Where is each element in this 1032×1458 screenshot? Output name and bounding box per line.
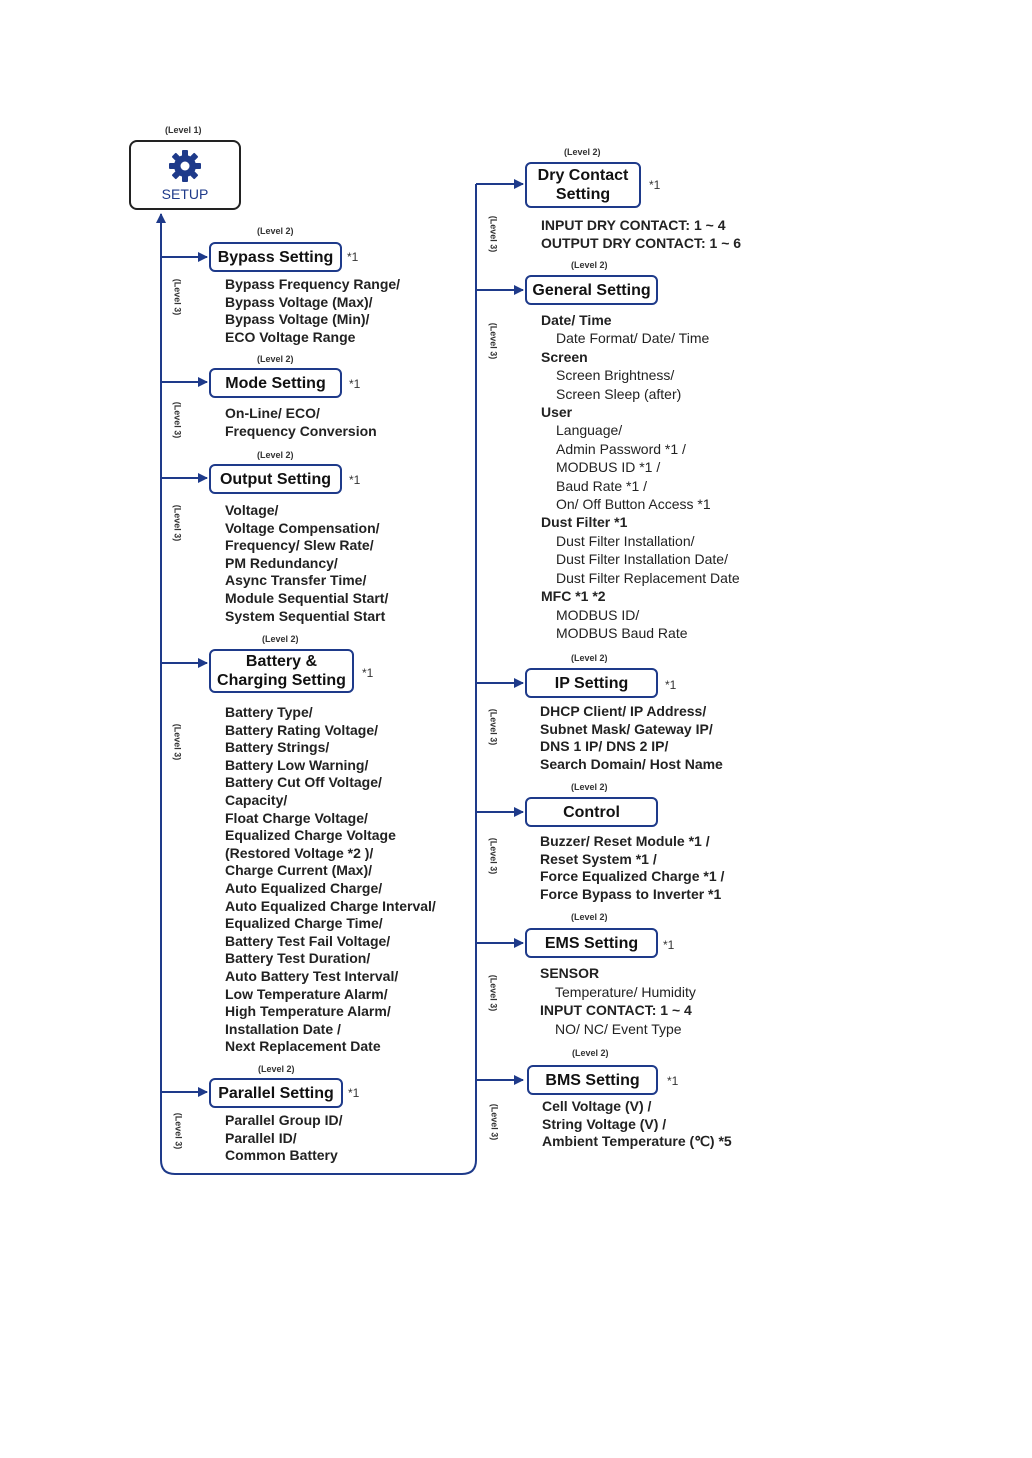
list-item: Battery Type/	[225, 704, 313, 720]
list-item: System Sequential Start	[225, 607, 386, 624]
list-item: Admin Password *1 /	[556, 440, 686, 457]
list-item: Bypass Frequency Range/	[225, 276, 401, 292]
general-items	[541, 311, 740, 642]
level2-label: (Level 2)	[572, 1048, 609, 1058]
output-setting-box[interactable]	[209, 464, 342, 494]
list-item: Voltage/	[225, 502, 279, 518]
control-box[interactable]	[525, 797, 658, 827]
ems-items	[540, 964, 696, 1038]
list-item: Screen Brightness/	[556, 367, 675, 384]
list-item: Temperature/ Humidity	[555, 983, 696, 1000]
footnote-marker: *1	[347, 250, 359, 264]
list-item: Float Charge Voltage/	[225, 809, 368, 826]
list-item: OUTPUT DRY CONTACT: 1 ~ 6	[541, 234, 742, 251]
list-item: Buzzer/ Reset Module *1 /	[540, 833, 710, 849]
battery-setting-title-line2: Charging Setting	[217, 672, 346, 689]
ip-setting-title: IP Setting	[554, 674, 629, 692]
level3-label: (Level 3)	[488, 322, 499, 360]
ems-setting-box[interactable]	[525, 928, 658, 958]
list-item: SENSOR	[540, 965, 600, 981]
level3-label: (Level 3)	[488, 837, 499, 875]
dry-contact-items	[541, 217, 741, 252]
control-items	[540, 833, 724, 903]
gear-icon	[168, 149, 202, 183]
list-item: NO/ NC/ Event Type	[555, 1020, 682, 1037]
general-setting-box[interactable]	[525, 275, 658, 305]
control-title: Control	[563, 803, 620, 821]
list-item: DHCP Client/ IP Address/	[540, 703, 707, 719]
battery-charging-setting-box[interactable]	[209, 649, 354, 693]
output-setting-title: Output Setting	[219, 470, 332, 488]
list-item: On/ Off Button Access *1	[556, 496, 711, 513]
list-item: Dust Filter Replacement Date	[556, 569, 740, 586]
battery-setting-title-line1: Battery &	[245, 653, 318, 670]
list-item: Next Replacement Date	[225, 1038, 381, 1055]
list-item: Battery Test Duration/	[225, 950, 371, 967]
footnote-marker: *1	[362, 666, 374, 680]
footnote-marker: *1	[348, 1086, 360, 1100]
output-items	[225, 502, 388, 625]
level2-label: (Level 2)	[257, 226, 294, 236]
mode-setting-title: Mode Setting	[225, 374, 326, 392]
list-item: On-Line/ ECO/	[225, 405, 320, 421]
list-item: MODBUS Baud Rate	[556, 624, 688, 641]
list-item: Auto Battery Test Interval/	[225, 967, 399, 984]
battery-items	[225, 704, 436, 1056]
list-item: Dust Filter Installation Date/	[556, 551, 728, 568]
list-item: Equalized Charge Time/	[225, 915, 383, 932]
list-item: Battery Cut Off Voltage/	[225, 774, 382, 791]
level2-label: (Level 2)	[257, 450, 294, 460]
list-item: MFC *1 *2	[541, 588, 606, 605]
ip-items	[540, 703, 723, 773]
level3-label: (Level 3)	[489, 1103, 500, 1141]
list-item: Charge Current (Max)/	[225, 862, 373, 879]
list-item: Reset System *1 /	[540, 850, 657, 867]
list-item: Capacity/	[225, 791, 288, 808]
list-item: High Temperature Alarm/	[225, 1003, 391, 1020]
dry-contact-setting-box[interactable]	[525, 162, 641, 208]
list-item: User	[541, 404, 573, 421]
bms-items	[542, 1098, 732, 1151]
ems-setting-title: EMS Setting	[544, 934, 639, 952]
list-item: Language/	[556, 422, 623, 439]
parallel-setting-box[interactable]	[209, 1078, 343, 1108]
level3-label: (Level 3)	[172, 504, 183, 542]
list-item: Frequency/ Slew Rate/	[225, 537, 374, 554]
level3-label: (Level 3)	[172, 401, 183, 439]
level1-label: (Level 1)	[165, 125, 202, 135]
list-item: Subnet Mask/ Gateway IP/	[540, 720, 713, 737]
list-item: INPUT DRY CONTACT: 1 ~ 4	[541, 217, 726, 233]
list-item: Date Format/ Date/ Time	[556, 330, 710, 347]
bypass-setting-title: Bypass Setting	[217, 248, 334, 266]
setup-label: SETUP	[161, 186, 209, 202]
ip-setting-box[interactable]	[525, 668, 658, 698]
list-item: Installation Date /	[225, 1020, 341, 1037]
bypass-items	[225, 276, 400, 346]
footnote-marker: *1	[667, 1074, 679, 1088]
list-item: MODBUS ID/	[556, 606, 640, 623]
list-item: Battery Test Fail Voltage/	[225, 932, 391, 949]
level2-label: (Level 2)	[257, 354, 294, 364]
parallel-items	[225, 1112, 342, 1165]
list-item: Cell Voltage (V) /	[542, 1098, 652, 1114]
level3-label: (Level 3)	[488, 974, 499, 1012]
list-item: Bypass Voltage (Min)/	[225, 311, 370, 328]
level3-label: (Level 3)	[172, 723, 183, 761]
footnote-marker: *1	[349, 473, 361, 487]
list-item: Dust Filter Installation/	[556, 532, 695, 549]
level3-label: (Level 3)	[173, 1112, 184, 1150]
list-item: DNS 1 IP/ DNS 2 IP/	[540, 738, 669, 755]
list-item: (Restored Voltage *2 )/	[225, 844, 374, 861]
list-item: Date/ Time	[541, 312, 612, 328]
bms-setting-box[interactable]	[527, 1065, 658, 1095]
list-item: Dust Filter *1	[541, 514, 628, 531]
level2-label: (Level 2)	[571, 782, 608, 792]
level3-label: (Level 3)	[488, 708, 499, 746]
list-item: Screen Sleep (after)	[556, 385, 682, 402]
list-item: Search Domain/ Host Name	[540, 755, 723, 772]
dry-contact-title-line2: Setting	[555, 186, 611, 203]
mode-items	[225, 405, 377, 440]
footnote-marker: *1	[349, 377, 361, 391]
list-item: Baud Rate *1 /	[556, 477, 648, 494]
list-item: MODBUS ID *1 /	[556, 459, 661, 476]
list-item: Battery Rating Voltage/	[225, 721, 378, 738]
mode-setting-box[interactable]	[209, 368, 342, 398]
footnote-marker: *1	[649, 178, 661, 192]
setup-node[interactable]	[129, 140, 241, 210]
list-item: Auto Equalized Charge/	[225, 879, 383, 896]
list-item: Async Transfer Time/	[225, 572, 367, 589]
footnote-marker: *1	[665, 678, 677, 692]
bms-setting-title: BMS Setting	[545, 1071, 640, 1089]
list-item: Voltage Compensation/	[225, 519, 380, 536]
general-setting-title: General Setting	[532, 281, 651, 299]
level3-label: (Level 3)	[172, 278, 183, 316]
list-item: Ambient Temperature (℃) *5	[542, 1133, 732, 1150]
list-item: Common Battery	[225, 1147, 338, 1164]
list-item: ECO Voltage Range	[225, 328, 356, 345]
list-item: Force Equalized Charge *1 /	[540, 868, 725, 885]
list-item: Force Bypass to Inverter *1	[540, 885, 722, 902]
parallel-setting-title: Parallel Setting	[218, 1084, 334, 1102]
list-item: Battery Strings/	[225, 739, 330, 756]
list-item: Frequency Conversion	[225, 422, 377, 439]
list-item: PM Redundancy/	[225, 554, 338, 571]
list-item: Low Temperature Alarm/	[225, 985, 388, 1002]
level2-label: (Level 2)	[571, 912, 608, 922]
list-item: Auto Equalized Charge Interval/	[225, 897, 436, 914]
level2-label: (Level 2)	[564, 147, 601, 157]
level3-label: (Level 3)	[488, 215, 499, 253]
list-item: INPUT CONTACT: 1 ~ 4	[540, 1002, 692, 1019]
footnote-marker: *1	[663, 938, 675, 952]
list-item: String Voltage (V) /	[542, 1115, 667, 1132]
list-item: Module Sequential Start/	[225, 589, 389, 606]
level2-label: (Level 2)	[262, 634, 299, 644]
list-item: Equalized Charge Voltage	[225, 827, 396, 844]
dry-contact-title-line1: Dry Contact	[537, 167, 629, 184]
list-item: Battery Low Warning/	[225, 756, 369, 773]
level2-label: (Level 2)	[571, 260, 608, 270]
list-item: Parallel Group ID/	[225, 1112, 343, 1128]
list-item: Parallel ID/	[225, 1129, 297, 1146]
list-item: Screen	[541, 348, 588, 365]
bypass-setting-box[interactable]	[209, 242, 342, 272]
level2-label: (Level 2)	[258, 1064, 295, 1074]
level2-label: (Level 2)	[571, 653, 608, 663]
list-item: Bypass Voltage (Max)/	[225, 293, 373, 310]
